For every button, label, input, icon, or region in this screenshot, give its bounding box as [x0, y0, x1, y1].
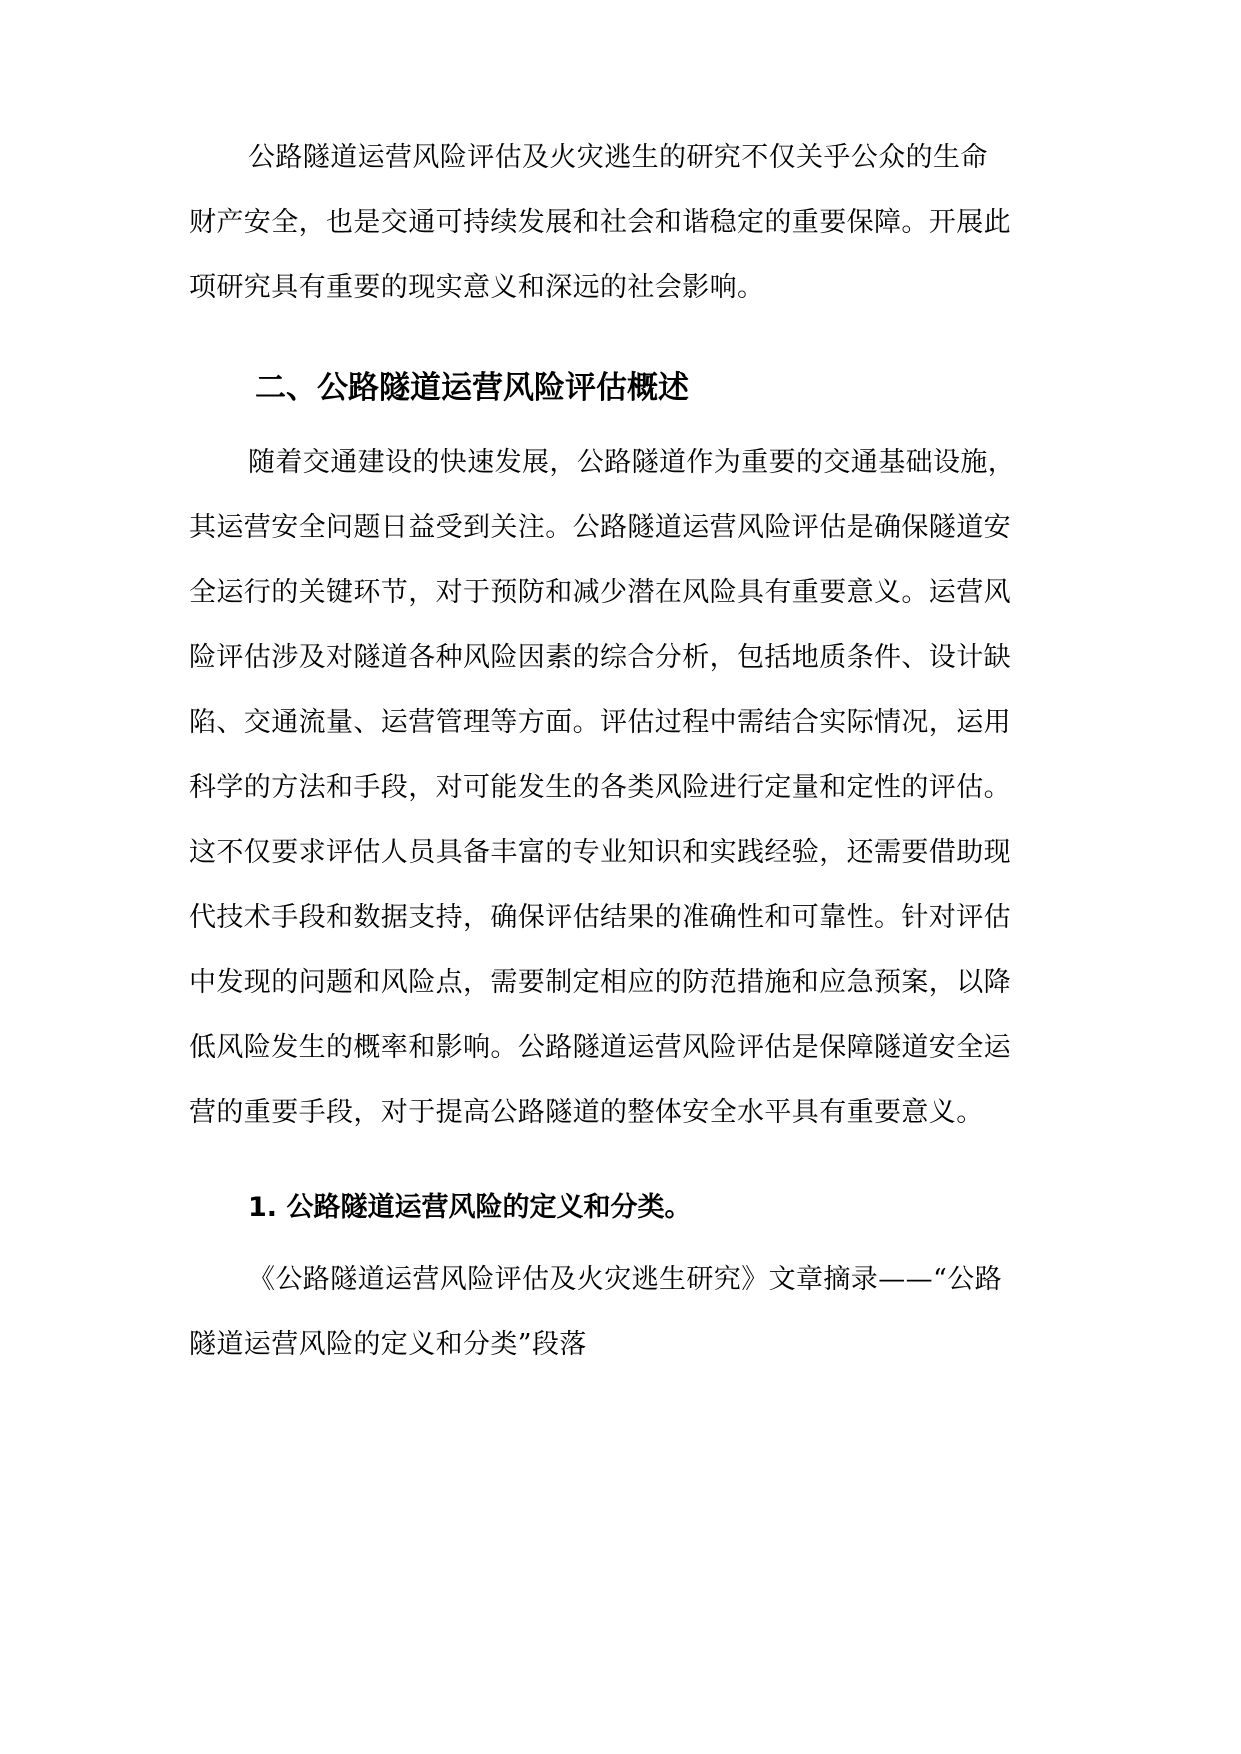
intro-line-2: 财产安全，也是交通可持续发展和社会和谐稳定的重要保障。开展此 — [189, 207, 1011, 238]
section-line-5: 陷、交通流量、运营管理等方面。评估过程中需结合实际情况，运用 — [189, 707, 1011, 738]
section-line-4: 险评估涉及对隧道各种风险因素的综合分析，包括地质条件、设计缺 — [189, 642, 1011, 673]
intro-line-3: 项研究具有重要的现实意义和深远的社会影响。 — [189, 272, 765, 303]
section-heading: 二、公路隧道运营风险评估概述 — [255, 370, 689, 406]
section-line-1: 随着交通建设的快速发展，公路隧道作为重要的交通基础设施， — [248, 447, 1016, 478]
section-line-8: 代技术手段和数据支持，确保评估结果的准确性和可靠性。针对评估 — [189, 902, 1011, 933]
intro-line-1: 公路隧道运营风险评估及火灾逃生的研究不仅关乎公众的生命 — [248, 142, 988, 173]
subsection-line-2: 隧道运营风险的定义和分类”段落 — [189, 1329, 587, 1360]
subsection-line-1: 《公路隧道运营风险评估及火灾逃生研究》文章摘录——“公路 — [248, 1264, 1003, 1295]
subsection-heading: 1. 公路隧道运营风险的定义和分类。 — [248, 1192, 692, 1223]
section-line-6: 科学的方法和手段，对可能发生的各类风险进行定量和定性的评估。 — [189, 772, 1011, 803]
section-line-3: 全运行的关键环节，对于预防和减少潜在风险具有重要意义。运营风 — [189, 577, 1011, 608]
section-line-2: 其运营安全问题日益受到关注。公路隧道运营风险评估是确保隧道安 — [189, 512, 1011, 543]
section-line-9: 中发现的问题和风险点，需要制定相应的防范措施和应急预案，以降 — [189, 967, 1011, 998]
section-line-10: 低风险发生的概率和影响。公路隧道运营风险评估是保障隧道安全运 — [189, 1032, 1011, 1063]
section-line-7: 这不仅要求评估人员具备丰富的专业知识和实践经验，还需要借助现 — [189, 837, 1011, 868]
section-line-11: 营的重要手段，对于提高公路隧道的整体安全水平具有重要意义。 — [189, 1097, 984, 1128]
